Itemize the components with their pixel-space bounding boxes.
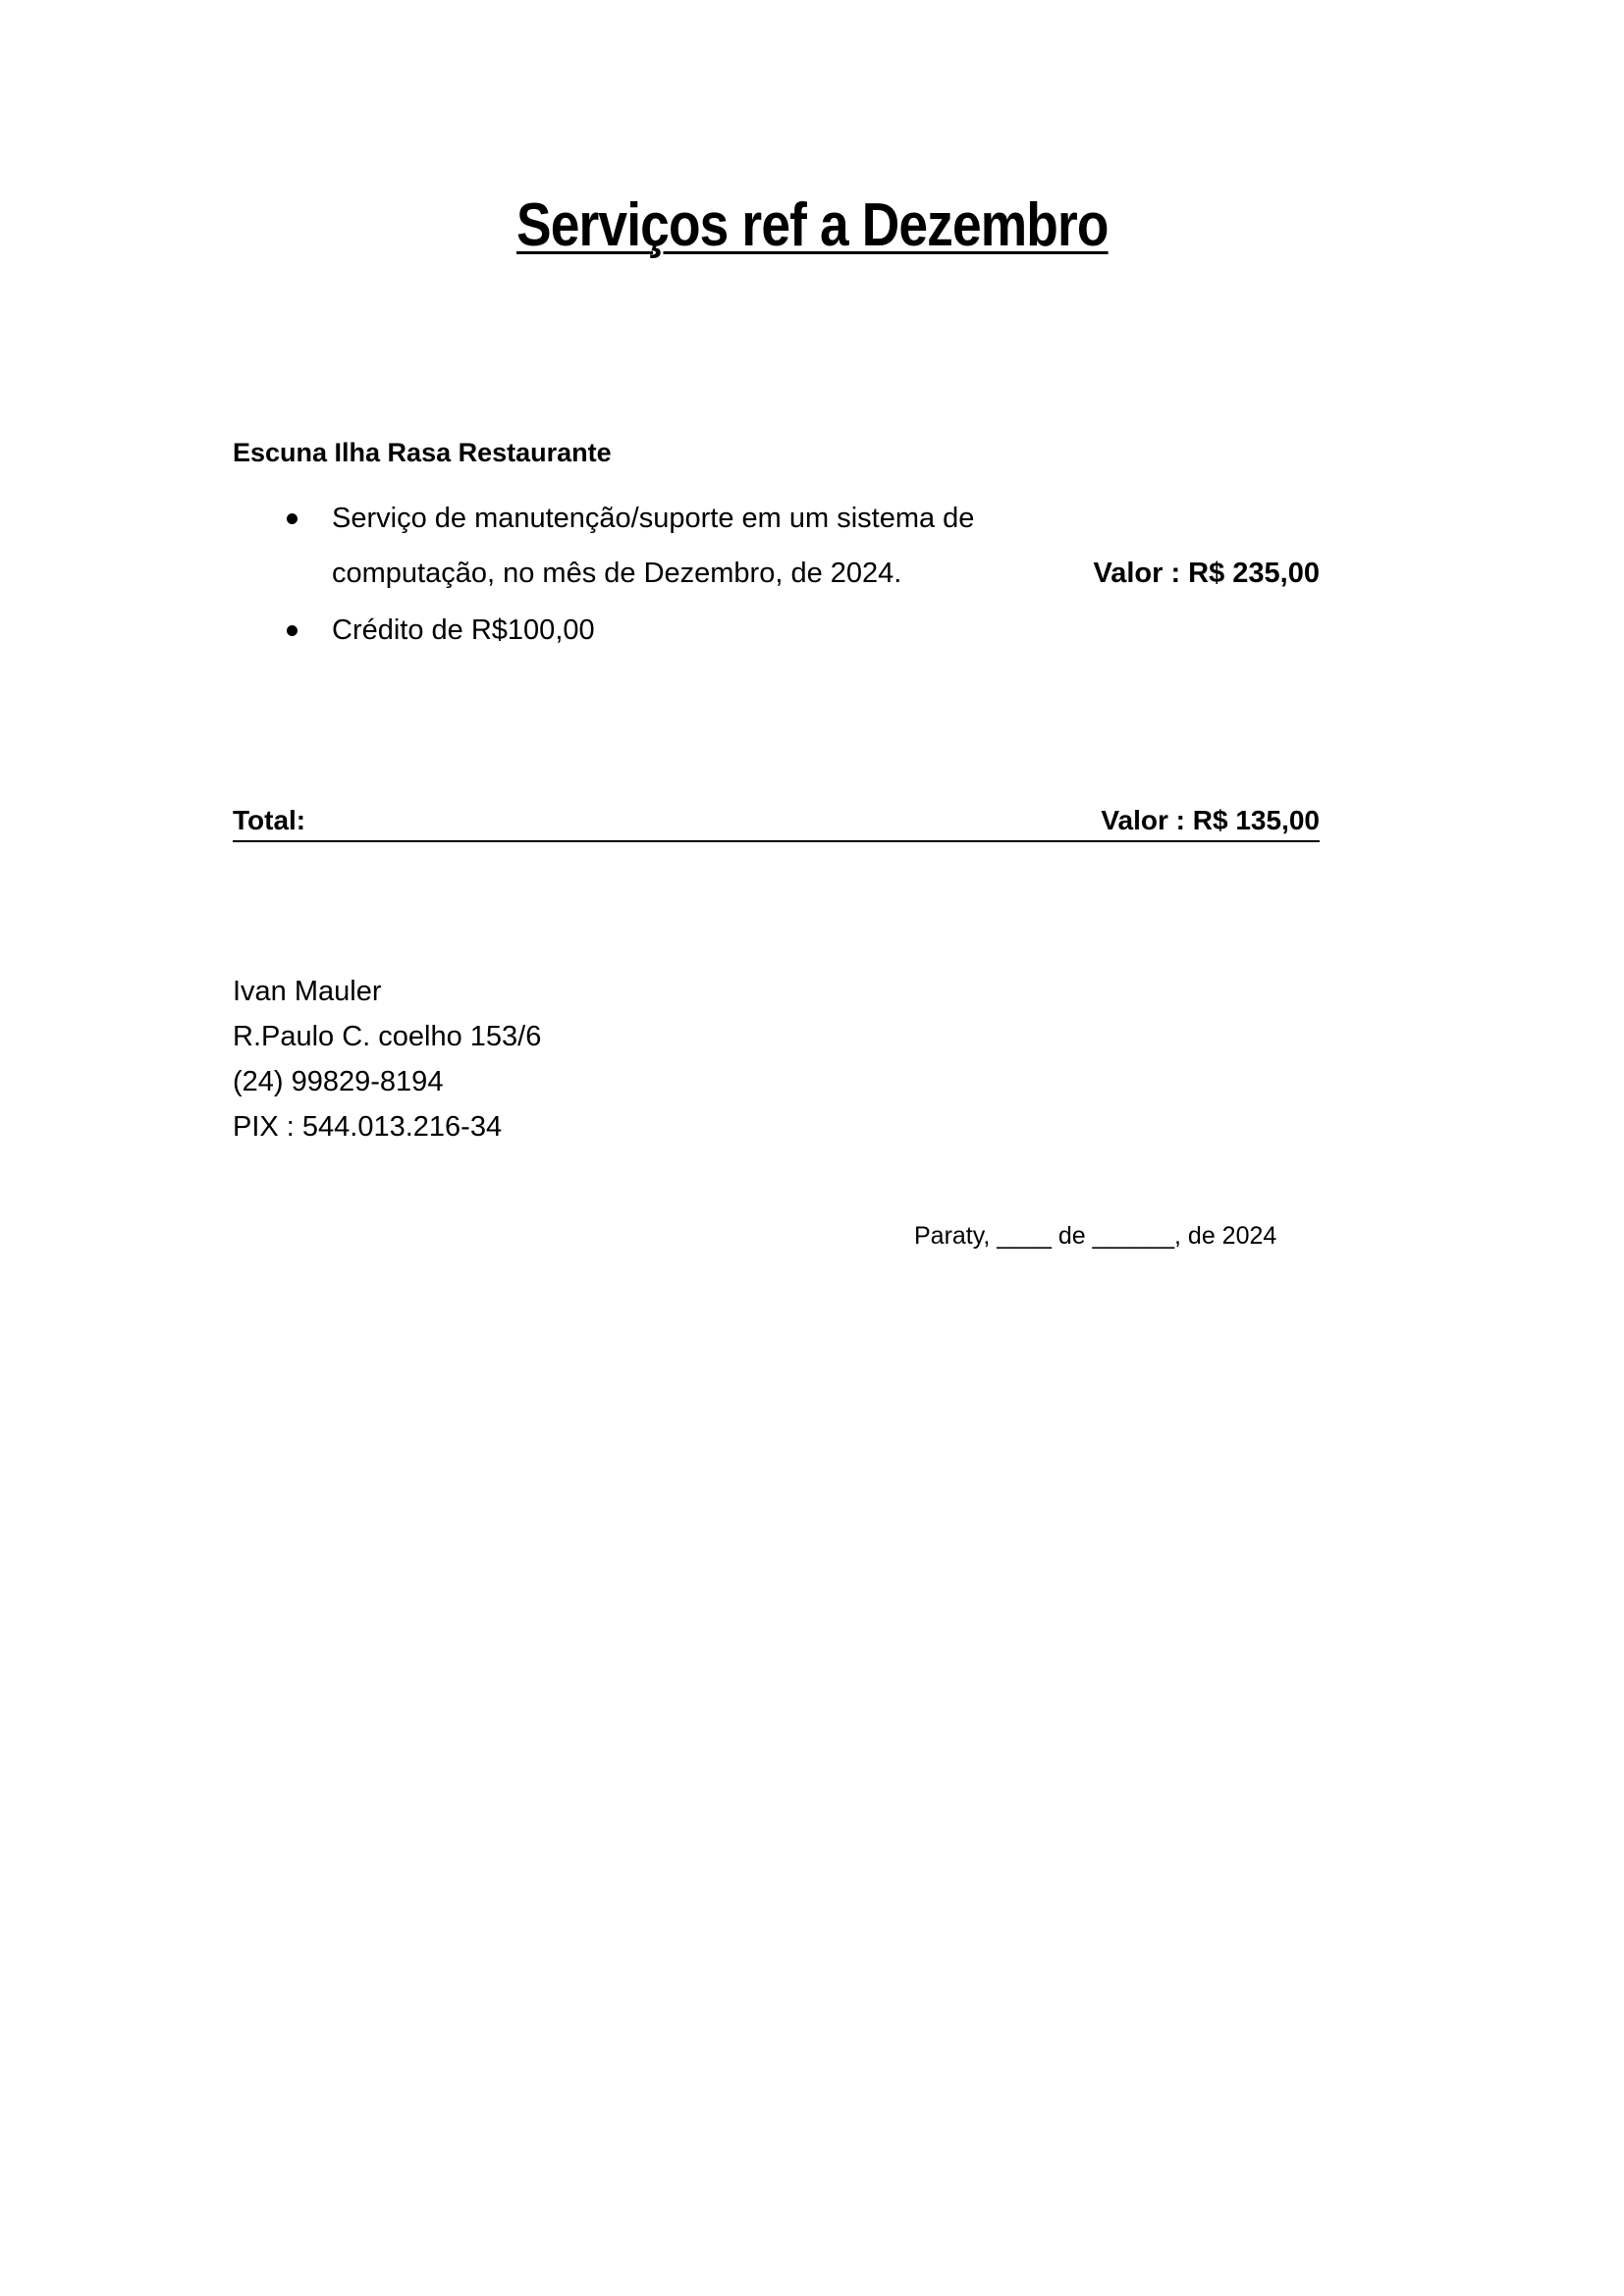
total-value: Valor : R$ 135,00 <box>1101 805 1320 835</box>
service-item-line1: Serviço de manutenção/suporte em um sistema de <box>332 503 975 534</box>
bullet-icon <box>287 513 298 524</box>
credit-item: Crédito de R$100,00 <box>332 614 595 646</box>
bullet-icon <box>287 625 298 636</box>
service-item-value: Valor : R$ 235,00 <box>1093 558 1320 589</box>
total-row <box>233 801 1320 842</box>
contact-phone: (24) 99829-8194 <box>233 1066 444 1097</box>
service-item-line2: computação, no mês de Dezembro, de 2024. <box>332 558 902 589</box>
contact-address: R.Paulo C. coelho 153/6 <box>233 1021 542 1052</box>
contact-name: Ivan Mauler <box>233 976 382 1007</box>
client-name: Escuna Ilha Rasa Restaurante <box>233 438 612 467</box>
document-title <box>0 191 1624 260</box>
total-label: Total: <box>233 805 306 835</box>
document-title-text: Serviços ref a Dezembro <box>515 191 1109 259</box>
date-line: Paraty, ____ de ______, de 2024 <box>914 1222 1277 1250</box>
contact-pix: PIX : 544.013.216-34 <box>233 1111 503 1143</box>
